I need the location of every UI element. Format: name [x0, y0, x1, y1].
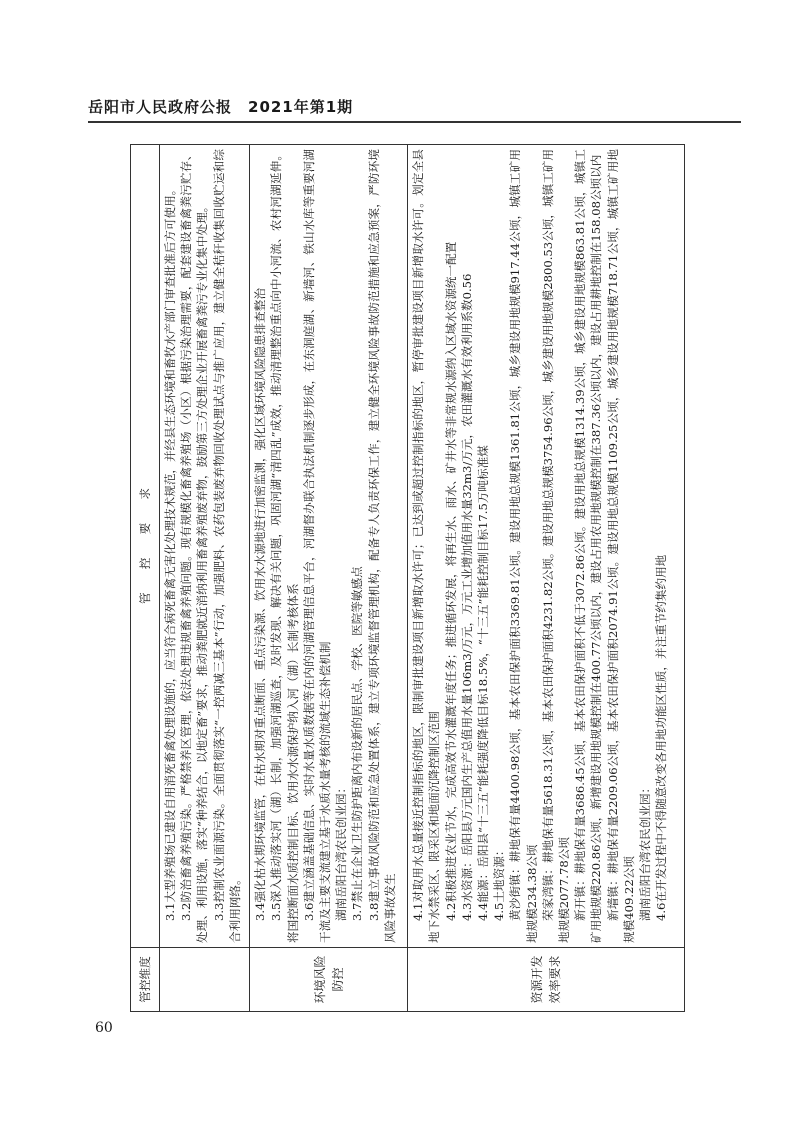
requirement-subheading: 湖南岳阳台湾农民创业园： [637, 781, 652, 921]
table-header-row [131, 145, 160, 1012]
requirement-paragraph: 3.8建立事故风险防范和应急处置体系，建立专项环境监督管理机构，配备专人负责环保工作，建立健全环境风险事故防范措施和应急预案，严防环境风险事故发生 [366, 149, 397, 943]
table-row [250, 145, 408, 1012]
row-category: 资源开发效率要求 [408, 948, 685, 1012]
column-header-dimension: 管控维度 [131, 948, 160, 1012]
requirement-paragraph: 3.3控制农业面源污染。全面贯彻落实“一控两减三基本”行动，加强肥料、农药包装废弃物回收处理试点与推广应用，建立健全秸秆收集回收贮运和综合利用网络。 [211, 149, 242, 943]
column-header-requirements: 管 控 要 求 [131, 145, 160, 948]
requirement-paragraph: 新墙镇：耕地保有量2209.06公顷，基本农田保护面积2074.91公顷。建设用地总规模1109.25公顷，城乡建设用地规模718.71公顷，城镇工矿用地规模409.22公顷 [605, 149, 636, 943]
requirement-paragraph: 3.6建立涵盖基础信息、实时水量水质数据等在内的河湖管理信息平台，河湖督办联合执法机制逐步形成，在东洞庭湖、新墙河、铁山水库等重要河湖干流及主要支流建立基于水质水量考核的流域生态补偿机制 [301, 149, 332, 943]
header-divider [88, 121, 741, 123]
requirement-paragraph: 4.2积极推进农业节水，完成高效节水灌溉年度任务；推进循环发展，将再生水、雨水、矿井水等非常规水源纳入区域水资源统一配置 [443, 241, 458, 921]
page-number: 60 [95, 1020, 113, 1036]
requirement-paragraph: 4.3水资源：岳阳县万元国内生产总值用水量106m3/万元，万元工业增加值用水量32m3/万元，农田灌溉水有效利用系数0.56 [459, 273, 474, 921]
requirement-paragraph: 荣家湾镇：耕地保有量5618.31公顷，基本农田保护面积4231.82公顷。建设用地总规模3754.96公顷，城乡建设用地规模2800.53公顷，城镇工矿用地规模2077.78公顷 [540, 149, 571, 943]
requirement-subheading: 4.5土地资源： [492, 844, 507, 921]
requirement-paragraph: 4.1对取用水总量接近控制指标的地区，限制审批建设项目新增取水许可；已达到或超过控制指标的地区，暂停审批建设项目新增取水许可。划定全县地下水禁采区、限采区和地面沉降控制区范围 [411, 149, 442, 943]
page-header: 岳阳市人民政府公报 2021年第1期 [88, 98, 354, 116]
row-category: 环境风险防控 [250, 948, 408, 1012]
requirement-paragraph: 4.6在开发过程中不得随意改变各用地功能区性质，并注重节约集约用地 [654, 554, 669, 921]
row-category [160, 948, 250, 1012]
row-requirements [250, 145, 408, 948]
requirement-paragraph: 4.4能源：岳阳县“十三五”能耗强度降低目标18.5%，“十三五”能耗控制目标17.5万吨标准煤 [475, 445, 490, 921]
control-requirements-table [130, 144, 685, 1012]
requirement-subheading: 湖南岳阳台湾农民创业园： [334, 781, 349, 921]
row-requirements [160, 145, 250, 948]
requirement-paragraph: 3.2防治畜禽养殖污染。严格禁养区管理，依法处理违规畜禽养殖问题。现有规模化畜禽养殖场（小区）根据污染治理需要，配套建设畜禽粪污贮存、处理、利用设施，落实“种养结合，以地定畜”要求，推动粪肥就近消纳利用畜禽养殖废弃物，鼓励第三方处理企业开展畜禽粪污专业化集中处理。 [179, 149, 210, 943]
rotated-table-container [130, 144, 685, 1012]
requirement-paragraph: 3.7禁止在企业卫生防护距离内布设新的居民点、学校、医院等敏感点 [350, 566, 365, 921]
row-requirements [408, 145, 685, 948]
requirement-paragraph: 新开镇：耕地保有量3686.45公顷，基本农田保护面积不低于3072.86公顷。建设用地总规模1314.39公顷，城乡建设用地规模863.81公顷，城镇工矿用地规模220.86公顷，新增建设用地规模控制在400.77公顷以内，建设占用农用地规模控制在387.36公顷以内，建设占用耕地控制在158.08公顷以内 [573, 149, 604, 943]
requirement-paragraph: 3.4强化枯水期环境监管，在枯水期对重点断面、重点污染源、饮用水水源地进行加密监测，强化区域环境风险隐患排查整治 [253, 288, 268, 921]
table-row [408, 145, 685, 1012]
requirement-paragraph: 黄沙街镇：耕地保有量4400.98公顷，基本农田保护面积3369.81公顷。建设用地总规模1361.81公顷，城乡建设用地规模917.44公顷，城镇工矿用地规模234.38公顷 [508, 149, 539, 943]
requirement-paragraph: 3.5深入推动落实河（湖）长制，加强河湖巡查，及时发现、解决有关问题，巩固河湖“清四乱”成效，推动清理整治重点向中小河流、农村河湖延伸。将国控断面水质控制目标、饮用水水源保护纳入河（湖）长制考核体系 [269, 149, 300, 943]
requirement-paragraph: 3.1大型养殖场已建设自用消死畜禽处理设施的，应当符合病死畜禽无害化处理技术规范，并经县生态环境和畜牧水产部门审查批准后方可使用。 [163, 183, 177, 921]
table-row [160, 145, 250, 1012]
